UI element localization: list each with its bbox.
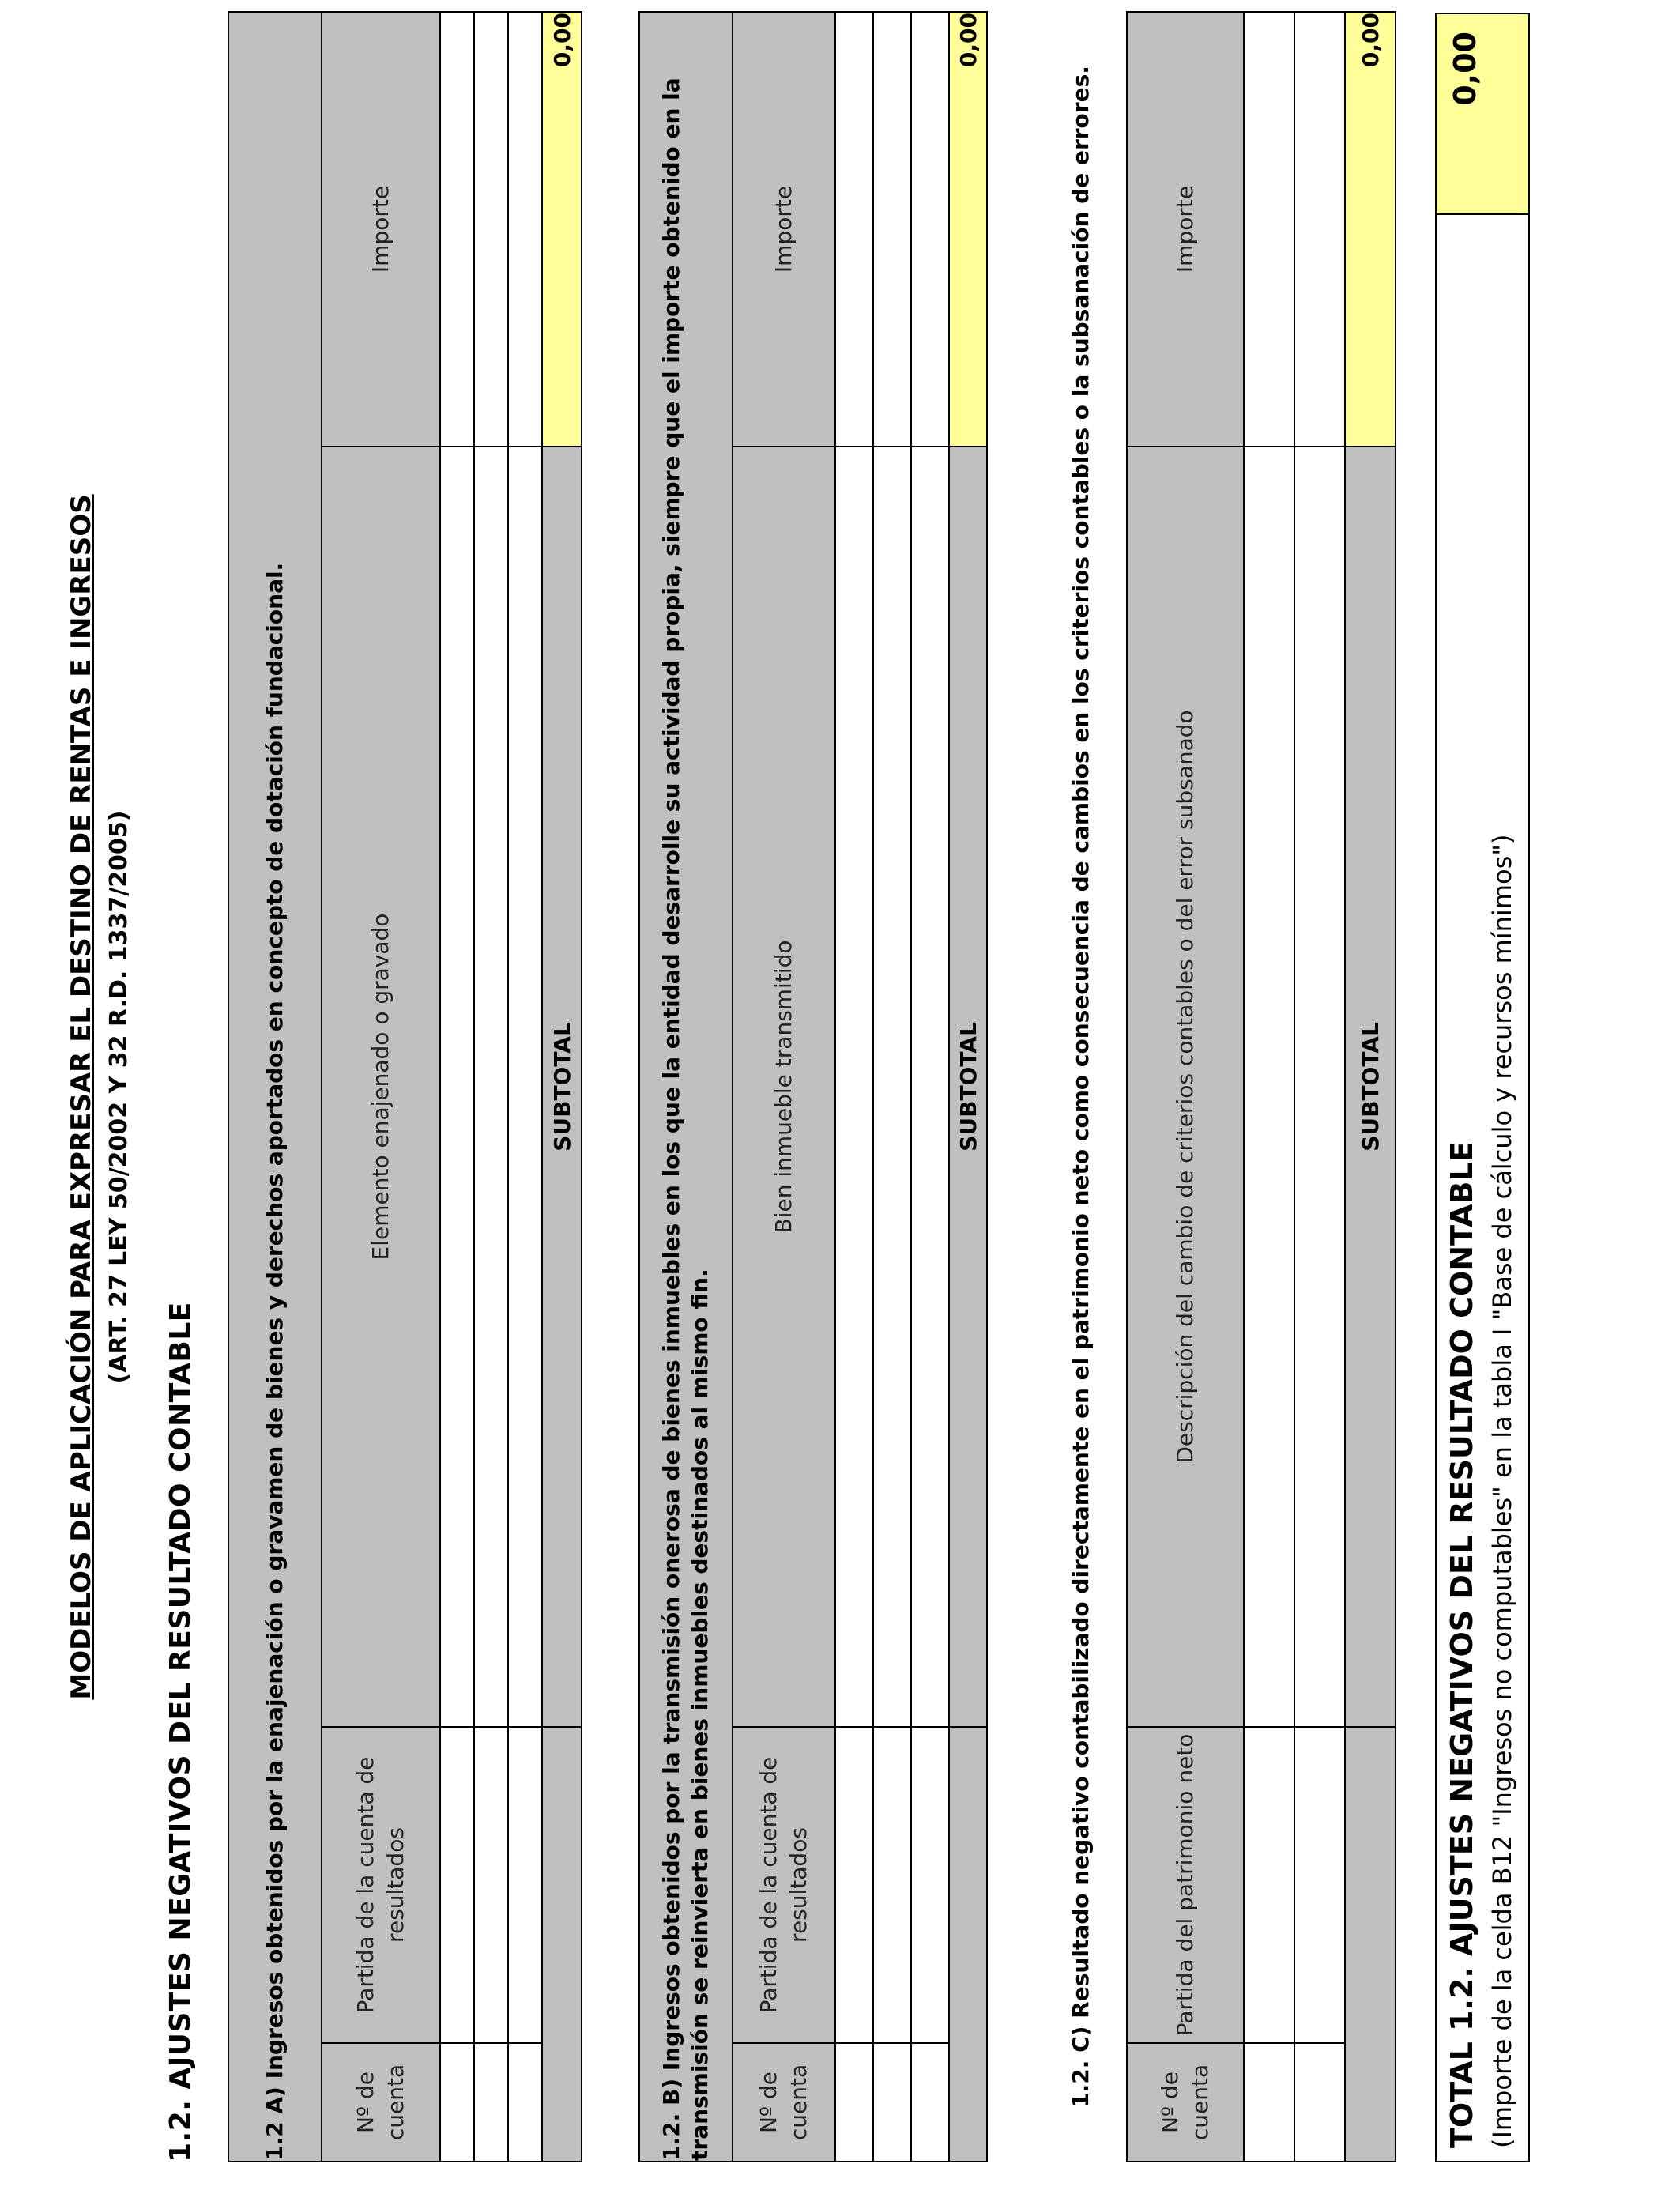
block-b-col-results-entry: Partida de la cuenta de resultados — [733, 1727, 835, 2043]
block-a-cell[interactable] — [440, 12, 474, 447]
table-row — [911, 12, 949, 2162]
block-c-col-description: Descripción del cambio de criterios contables o del error subsanado — [1127, 447, 1244, 1727]
block-b-cell[interactable] — [873, 447, 911, 1727]
block-b-cell[interactable] — [835, 1727, 873, 2043]
block-b-subtotal-value: 0,00 — [949, 12, 987, 447]
block-a-subtotal-value: 0,00 — [542, 12, 582, 447]
form-title: MODELOS DE APLICACIÓN PARA EXPRESAR EL DESTINO DE RENTAS E INGRESOS — [66, 494, 97, 1700]
block-a-cell[interactable] — [474, 447, 508, 1727]
block-b-title: 1.2. B) Ingresos obtenidos por la transmisión onerosa de bienes inmuebles en los que la entidad desarrolle su actividad propia, siempre que el importe obtenido en la transmisión se reinvierta en bienes inmuebles destinados al mismo fin. — [639, 12, 733, 2162]
block-b-cell[interactable] — [911, 12, 949, 447]
block-a-cell[interactable] — [474, 12, 508, 447]
block-b-subtotal-spacer — [949, 1727, 987, 2162]
block-a-subtotal-label: SUBTOTAL — [542, 447, 582, 1727]
block-a-cell[interactable] — [440, 2043, 474, 2162]
block-c-cell[interactable] — [1244, 12, 1294, 447]
block-b-col-amount: Importe — [733, 12, 835, 447]
block-a-subtotal-spacer — [542, 1727, 582, 2162]
block-a-cell[interactable] — [440, 1727, 474, 2043]
table-row — [440, 12, 474, 2162]
block-b-table — [638, 11, 988, 2162]
total-note: (Importe de la celda B12 "Ingresos no computables" en la tabla I "Base de cálculo y recursos mínimos") — [1487, 834, 1517, 2148]
block-a-cell[interactable] — [508, 12, 542, 447]
block-c-col-account-number: Nº de cuenta — [1127, 2043, 1244, 2162]
block-c-subtotal-label: SUBTOTAL — [1345, 447, 1396, 1727]
table-row — [508, 12, 542, 2162]
block-b-cell[interactable] — [835, 12, 873, 447]
block-b-cell[interactable] — [835, 2043, 873, 2162]
block-c-cell[interactable] — [1294, 1727, 1345, 2043]
block-b-cell[interactable] — [873, 2043, 911, 2162]
block-b-cell[interactable] — [873, 12, 911, 447]
block-b-col-property: Bien inmueble transmitido — [733, 447, 835, 1727]
block-a-cell[interactable] — [474, 1727, 508, 2043]
block-c-cell[interactable] — [1244, 447, 1294, 1727]
table-row — [1294, 12, 1345, 2162]
block-a-cell[interactable] — [474, 2043, 508, 2162]
block-c-col-equity-entry: Partida del patrimonio neto — [1127, 1727, 1244, 2043]
block-c-title: 1.2. C) Resultado negativo contabilizado directamente en el patrimonio neto como consecuencia de cambios en los criterios contables o la subsanación de errores. — [1035, 12, 1127, 2162]
table-row — [873, 12, 911, 2162]
table-row — [474, 12, 508, 2162]
block-b-cell[interactable] — [911, 2043, 949, 2162]
block-a-table — [228, 11, 582, 2162]
block-b-col-account-number: Nº de cuenta — [733, 2043, 835, 2162]
block-b-cell[interactable] — [873, 1727, 911, 2043]
block-a-col-amount: Importe — [322, 12, 440, 447]
block-b-cell[interactable] — [835, 447, 873, 1727]
block-a-col-results-entry: Partida de la cuenta de resultados — [322, 1727, 440, 2043]
block-c-col-amount: Importe — [1127, 12, 1244, 447]
block-c-subtotal-value: 0,00 — [1345, 12, 1396, 447]
block-c-cell[interactable] — [1294, 12, 1345, 447]
section-heading: 1.2. AJUSTES NEGATIVOS DEL RESULTADO CONTABLE — [164, 1302, 197, 2162]
block-a-cell[interactable] — [508, 447, 542, 1727]
table-row — [1244, 12, 1294, 2162]
block-a-title: 1.2 A) Ingresos obtenidos por la enajenación o gravamen de bienes y derechos aportados en concepto de dotación fundacional. — [228, 12, 322, 2162]
block-c-cell[interactable] — [1294, 2043, 1345, 2162]
block-a-col-element: Elemento enajenado o gravado — [322, 447, 440, 1727]
block-c-table — [1035, 11, 1396, 2162]
total-box — [1435, 13, 1530, 2162]
form-legal-reference: (ART. 27 LEY 50/2002 Y 32 R.D. 1337/2005) — [105, 810, 133, 1384]
block-b-subtotal-label: SUBTOTAL — [949, 447, 987, 1727]
block-a-cell[interactable] — [440, 447, 474, 1727]
block-c-cell[interactable] — [1244, 1727, 1294, 2043]
block-b-cell[interactable] — [911, 447, 949, 1727]
block-a-cell[interactable] — [508, 2043, 542, 2162]
block-c-subtotal-spacer — [1345, 1727, 1396, 2162]
block-c-cell[interactable] — [1244, 2043, 1294, 2162]
block-a-cell[interactable] — [508, 1727, 542, 2043]
table-row — [835, 12, 873, 2162]
total-title: TOTAL 1.2. AJUSTES NEGATIVOS DEL RESULTADO CONTABLE — [1445, 1141, 1479, 2148]
total-value: 0,00 — [1437, 14, 1528, 215]
block-b-cell[interactable] — [911, 1727, 949, 2043]
block-a-col-account-number: Nº de cuenta — [322, 2043, 440, 2162]
block-c-cell[interactable] — [1294, 447, 1345, 1727]
